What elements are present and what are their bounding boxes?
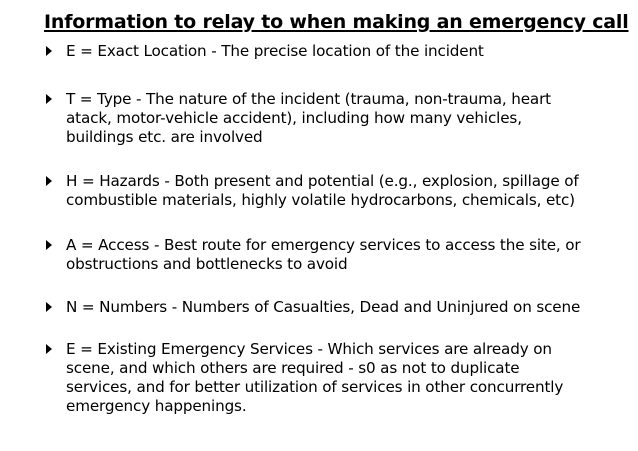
triangle-bullet-icon	[46, 240, 52, 250]
bullet-line: obstructions and bottlenecks to avoid	[66, 255, 348, 273]
bullet-line: buildings etc. are involved	[66, 128, 263, 146]
bullet-line: A = Access - Best route for emergency services to access the site, or	[66, 236, 581, 254]
bullet-line: E = Exact Location - The precise location of the incident	[66, 42, 484, 60]
triangle-bullet-icon	[46, 94, 52, 104]
triangle-bullet-icon	[46, 176, 52, 186]
bullet-line: E = Existing Emergency Services - Which services are already on	[66, 340, 552, 358]
triangle-bullet-icon	[46, 344, 52, 354]
bullet-text	[66, 42, 626, 61]
bullet-text	[66, 90, 626, 147]
bullet-line: atack, motor-vehicle accident), including how many vehicles,	[66, 109, 522, 127]
bullet-line: scene, and which others are required - s0 as not to duplicate	[66, 359, 520, 377]
bullet-line: emergency happenings.	[66, 397, 247, 415]
bullet-line: services, and for better utilization of services in other concurrently	[66, 378, 564, 396]
bullet-text	[66, 172, 626, 210]
bullet-text	[66, 340, 626, 416]
bullet-line: N = Numbers - Numbers of Casualties, Dead and Uninjured on scene	[66, 298, 581, 316]
triangle-bullet-icon	[46, 302, 52, 312]
bullet-line: H = Hazards - Both present and potential (e.g., explosion, spillage of	[66, 172, 579, 190]
bullet-text	[66, 298, 626, 317]
triangle-bullet-icon	[46, 46, 52, 56]
slide-title: Information to relay to when making an emergency call	[44, 11, 629, 33]
bullet-line: combustible materials, highly volatile hydrocarbons, chemicals, etc)	[66, 191, 575, 209]
bullet-text	[66, 236, 626, 274]
bullet-line: T = Type - The nature of the incident (trauma, non-trauma, heart	[66, 90, 551, 108]
